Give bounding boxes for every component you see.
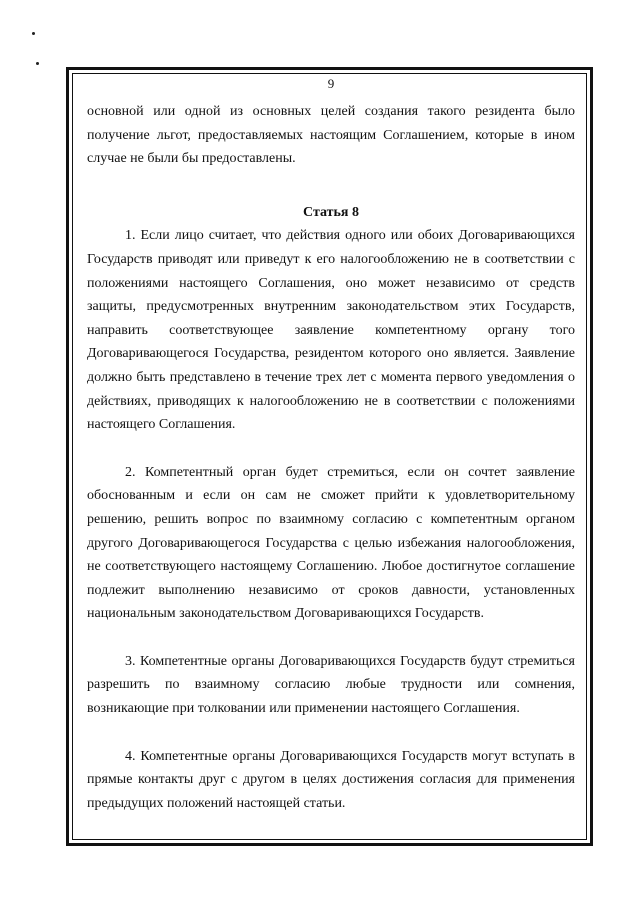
article-paragraph-4: 4. Компетентные органы Договаривающихся Государств могут вступать в прямые контакты друг с другом в целях достижения согласия для применения предыдущих положений настоящей статьи.: [87, 748, 575, 811]
article-paragraph-1: 1. Если лицо считает, что действия одного или обоих Договаривающихся Государств приводят или приведут к его налогообложению не в соответствии с положениями настоящего Соглашения, оно может независимо от средств защиты, предусмотренных внутренним законодательством этих Государств, направить соответствующее заявление компетентному органу того Договаривающегося Государства, резидентом которого оно является. Заявление должно быть представлено в течение трех лет с момента первого уведомления о действиях, приводящих к налогообложению не в соответствии с положениями настоящего Соглашения.: [87, 228, 575, 433]
article-paragraph-2: 2. Компетентный орган будет стремиться, если он сочтет заявление обоснованным и если он сам не сможет прийти к удовлетворительному решению, решить вопрос по взаимному согласию с компетентным органом другого Договаривающегося Государства с целью избежания налогообложения, не соответствующего настоящему Соглашению. Любое достигнутое соглашение подлежит выполнению независимо от сроков давности, установленных национальным законодательством Договаривающихся Государств.: [87, 464, 575, 622]
page-number: 9: [327, 76, 335, 91]
article-title: Статья 8: [303, 204, 359, 220]
scan-speck: [32, 32, 35, 35]
scan-speck: [36, 62, 39, 65]
article-paragraph-3: 3. Компетентные органы Договаривающихся Государств будут стремиться разрешить по взаимному согласию любые трудности или сомнения, возникающие при толковании или применении настоящего Соглашения.: [87, 653, 575, 717]
intro-paragraph: основной или одной из основных целей создания такого резидента было получение льгот, предоставляемых настоящим Соглашением, которые в ином случае не были бы предоставлены.: [87, 104, 575, 167]
document-page: [87, 76, 575, 815]
